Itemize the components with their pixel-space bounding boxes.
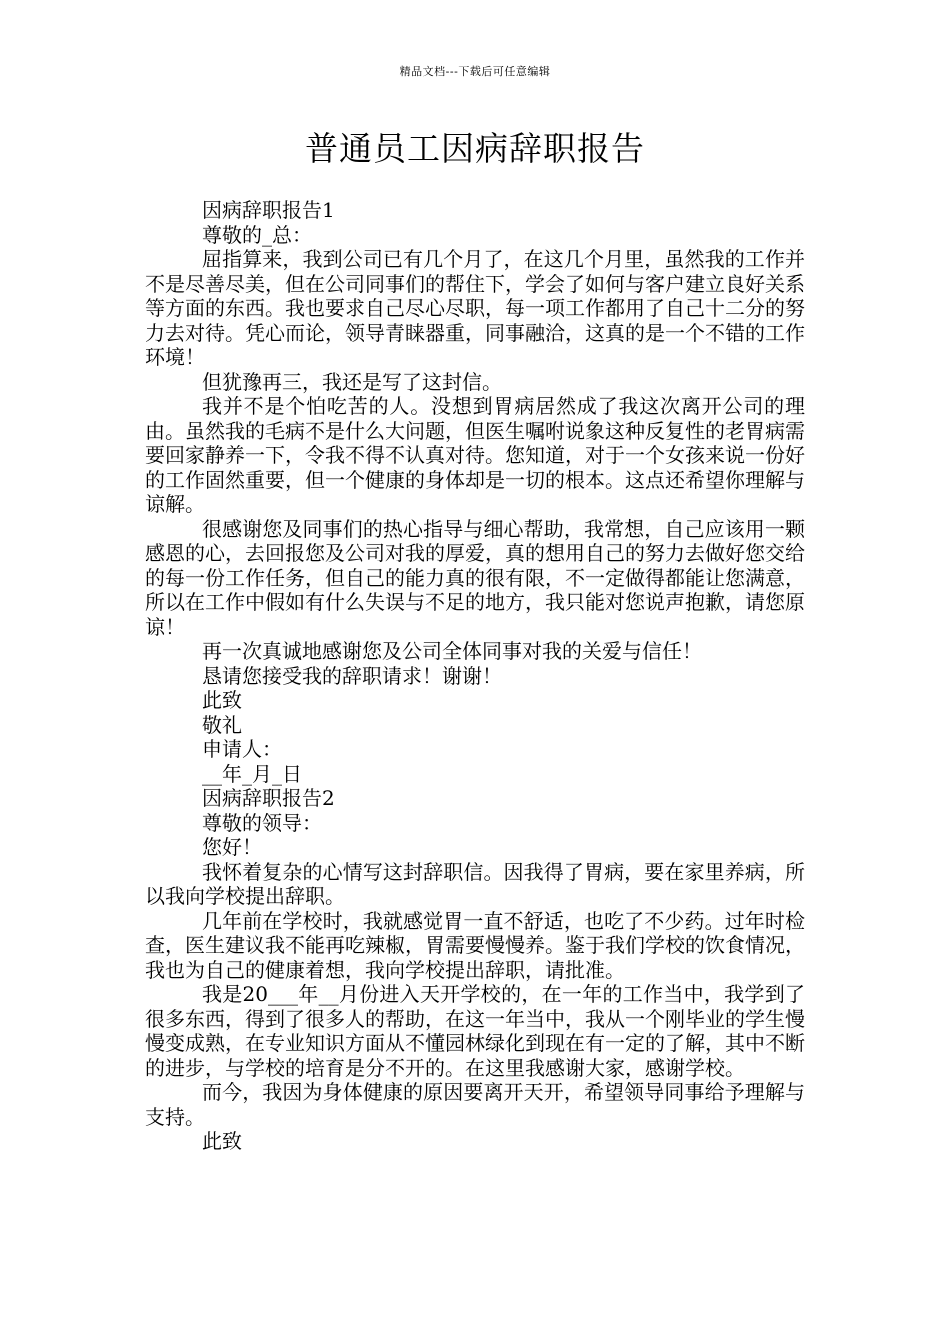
paragraph-greeting: 您好！: [202, 835, 262, 859]
paragraph-closing: 敬礼: [202, 712, 242, 737]
paragraph-body: 而今，我因为身体健康的原因要离开天开，希望领导同事给予理解与支持。: [145, 1080, 805, 1129]
paragraph-body: 屈指算来，我到公司已有几个月了，在这几个月里，虽然我的工作并不是尽善尽美，但在公司同事们的帮住下，学会了如何与客户建立良好关系等方面的东西。我也要求自己尽心尽职，每一项工作都用了自己十二分的努力去对待。凭心而论，领导青睐器重，同事融洽，这真的是一个不错的工作环境！: [145, 247, 805, 369]
paragraph-applicant: 申请人：: [202, 737, 282, 761]
paragraph-closing: 此致: [202, 1129, 242, 1153]
paragraph-date: __年_月_日: [202, 761, 302, 786]
page-title: 普通员工因病辞职报告: [305, 129, 645, 168]
paragraph-body: 我怀着复杂的心情写这封辞职信。因我得了胃病，要在家里养病，所以我向学校提出辞职。: [145, 859, 805, 908]
paragraph-body: 我并不是个怕吃苦的人。没想到胃病居然成了我这次离开公司的理由。虽然我的毛病不是什么大问题，但医生嘱咐说象这种反复性的老胃病需要回家静养一下，令我不得不认真对待。您知道，对于一个女孩来说一份好的工作固然重要，但一个健康的身体却是一切的根本。这点还希望你理解与谅解。: [145, 394, 805, 516]
paragraph-body: 很感谢您及同事们的热心指导与细心帮助，我常想，自己应该用一颗感恩的心，去回报您及公司对我的厚爱，真的想用自己的努力去做好您交给的每一份工作任务，但自己的能力真的很有限，不一定做得都能让您满意，所以在工作中假如有什么失误与不足的地方，我只能对您说声抱歉，请您原谅！: [145, 516, 805, 639]
paragraph-body: 几年前在学校时，我就感觉胃一直不舒适，也吃了不少药。过年时检查，医生建议我不能再吃辣椒，胃需要慢慢养。鉴于我们学校的饮食情况，我也为自己的健康着想，我向学校提出辞职，请批准。: [145, 908, 805, 982]
paragraph-salutation-1: 尊敬的_总：: [202, 222, 312, 247]
document-body: [145, 198, 805, 1154]
header-note: 精品文档---下载后可任意编辑: [399, 65, 551, 78]
paragraph-report-1-heading: 因病辞职报告1: [202, 198, 335, 222]
paragraph-closing: 此致: [202, 688, 242, 712]
paragraph-report-2-heading: 因病辞职报告2: [202, 786, 335, 810]
paragraph-salutation-2: 尊敬的领导：: [202, 810, 322, 835]
paragraph-body: 但犹豫再三，我还是写了这封信。: [202, 369, 502, 394]
paragraph-body: 恳请您接受我的辞职请求！谢谢！: [202, 663, 502, 688]
paragraph-body: 再一次真诚地感谢您及公司全体同事对我的关爱与信任！: [202, 639, 702, 663]
paragraph-body: 我是20___年__月份进入天开学校的，在一年的工作当中，我学到了很多东西，得到了很多人的帮助，在这一年当中，我从一个刚毕业的学生慢慢变成熟，在专业知识方面从不懂园林绿化到现在有一定的了解，其中不断的进步，与学校的培育是分不开的。在这里我感谢大家，感谢学校。: [145, 982, 805, 1080]
